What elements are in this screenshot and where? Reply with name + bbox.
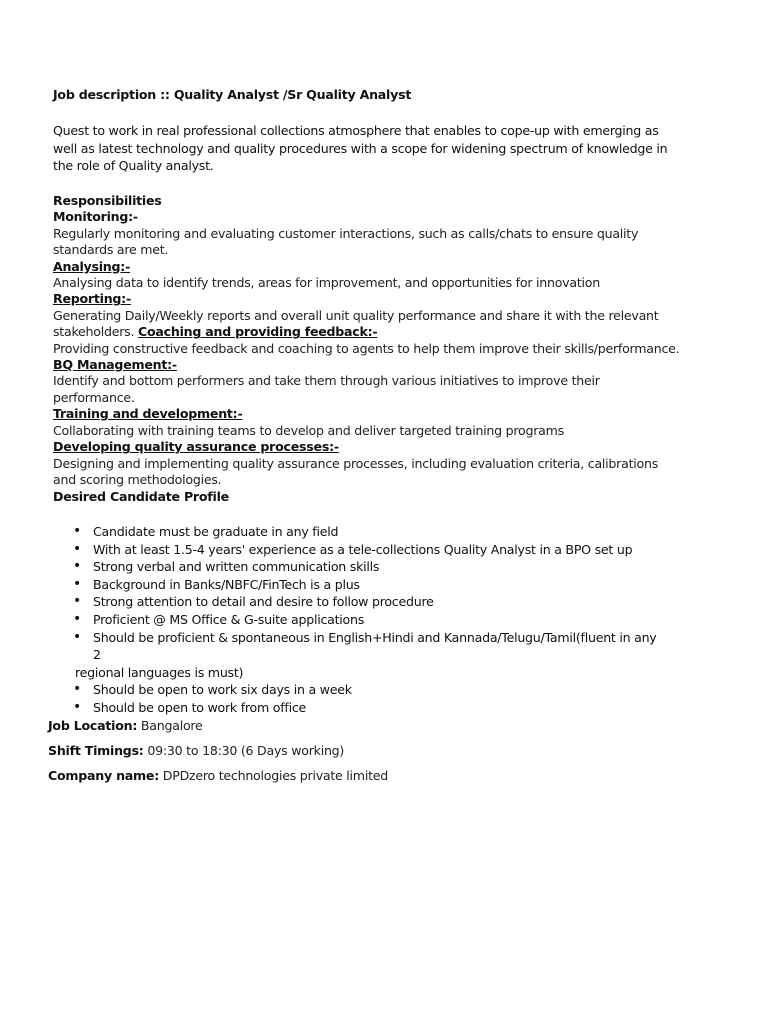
reporting-label: Reporting:-: [53, 291, 131, 307]
company-name-line: [48, 768, 648, 784]
list-item: • Strong attention to detail and desire to follow procedure: [53, 593, 663, 611]
list-item: • Background in Banks/NBFC/FinTech is a plus: [53, 576, 663, 594]
monitoring-block: [53, 209, 683, 258]
reporting-text: Generating Daily/Weekly reports and overall unit quality performance and share it with the relevant stakeholders.: [53, 307, 659, 340]
analysing-block: [53, 259, 683, 292]
shift-timings-line: [48, 743, 648, 759]
intro-paragraph: Quest to work in real professional collections atmosphere that enables to cope-up with emerging as well as latest technology and quality procedures with a scope for widening spectrum of knowledge in the role of Quality analyst.: [53, 123, 668, 173]
analysing-label: Analysing:-: [53, 258, 131, 274]
profile-bullet-list: [53, 523, 663, 717]
list-item: • Should be open to work from office: [53, 699, 663, 717]
list-item-continuation: regional languages is must): [75, 664, 244, 680]
qa-process-text: Designing and implementing quality assurance processes, including evaluation criteria, calibrations and scoring methodologies.: [53, 455, 658, 487]
bq-management-block: [53, 357, 683, 406]
bq-management-text: Identify and bottom performers and take them through various initiatives to improve their performance.: [53, 373, 600, 405]
shift-timings-value: 09:30 to 18:30 (6 Days working): [147, 743, 345, 758]
bq-management-label: BQ Management:-: [53, 357, 177, 373]
job-location-line: [48, 718, 648, 734]
coaching-text: Providing constructive feedback and coaching to agents to help them improve their skills/performance.: [53, 340, 680, 356]
coaching-label: Coaching and providing feedback:-: [138, 324, 378, 340]
training-block: [53, 406, 683, 439]
training-label: Training and development:-: [53, 406, 243, 422]
list-item: • Proficient @ MS Office & G-suite applications: [53, 611, 663, 629]
page-title: Job description :: Quality Analyst /Sr Quality Analyst: [53, 87, 412, 102]
responsibilities-section: [53, 193, 683, 488]
job-location-value: Bangalore: [140, 718, 203, 733]
list-item: • Strong verbal and written communication skills: [53, 558, 663, 576]
reporting-and-coaching-text: [53, 308, 683, 341]
list-item-text: Should be proficient & spontaneous in English+Hindi and Kannada/Telugu/Tamil(fluent in any 2: [93, 629, 657, 663]
qa-process-block: [53, 439, 683, 488]
monitoring-text: Regularly monitoring and evaluating customer interactions, such as calls/chats to ensure quality standards are met.: [53, 225, 639, 258]
list-item: • With at least 1.5-4 years' experience as a tele-collections Quality Analyst in a BPO set up: [53, 541, 663, 559]
analysing-text: Analysing data to identify trends, areas for improvement, and opportunities for innovation: [53, 275, 600, 291]
responsibilities-heading: Responsibilities: [53, 193, 162, 208]
qa-process-label: Developing quality assurance processes:-: [53, 439, 339, 455]
list-item: • Candidate must be graduate in any field: [53, 523, 663, 541]
reporting-block: [53, 291, 683, 357]
profile-heading: Desired Candidate Profile: [53, 489, 229, 504]
company-name-value: DPDzero technologies private limited: [162, 768, 389, 783]
job-location-label: Job Location:: [48, 718, 138, 733]
shift-timings-label: Shift Timings:: [48, 743, 144, 758]
company-name-label: Company name:: [48, 768, 160, 783]
training-text: Collaborating with training teams to develop and deliver targeted training programs: [53, 422, 564, 438]
monitoring-label: Monitoring:-: [53, 209, 138, 225]
list-item: [53, 629, 663, 682]
list-item: • Should be open to work six days in a week: [53, 681, 663, 699]
